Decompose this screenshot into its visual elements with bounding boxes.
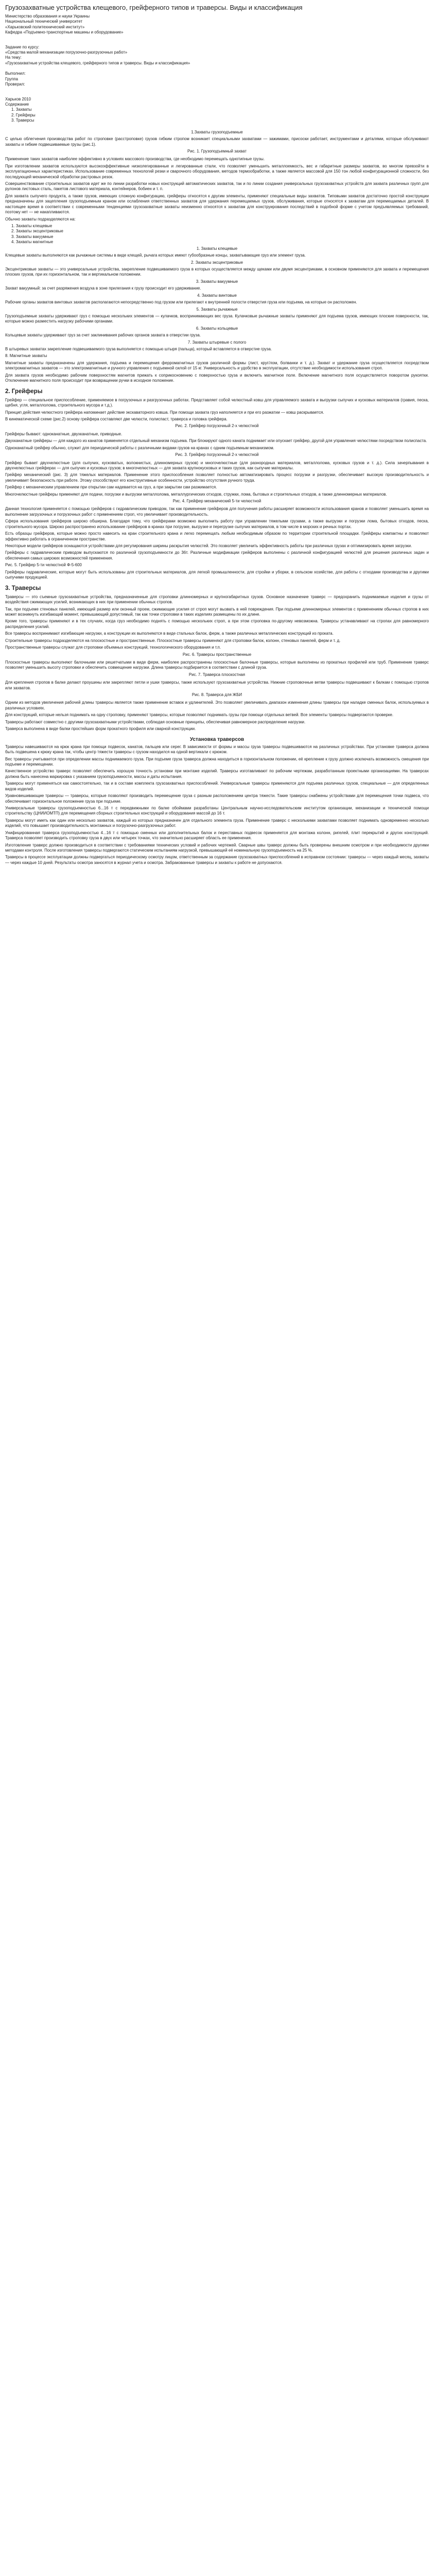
- paragraph: Вес траверсы учитывается при определении массы поднимаемого груза. При подъеме груза траверса должна находиться в горизонтальном положении, её крепление к грузу должно исключать возможность смещения при подъеме и перемещении.: [5, 756, 429, 767]
- section-heading: 3. Траверсы: [5, 585, 41, 591]
- subsection-title: 1. Захваты клещевые: [196, 246, 238, 251]
- paragraph: Рабочие органы захватов винтовых захватов располагаются непосредственно под грузом или прилегают к внутренней полости отверстия груза или подъема, на которые он расположен.: [5, 300, 357, 305]
- assignment-line: На тему:: [5, 55, 22, 60]
- subsection-title: 8. Магнитные захваты: [5, 353, 47, 359]
- section-title: 1.Захваты грузоподъемные: [191, 129, 243, 134]
- paragraph: Универсальные траверсы грузоподъемностью 6...16 т с передвижными по балке обоймами разработаны Центральным научно-исследовательским институтом организации, механизации и технической помощи строительству (ЦНИИОМТП) для перемещения сборных строительных конструкций и оборудования массой до 16 т.: [5, 805, 429, 816]
- paragraph: Эксцентриковые захваты — это универсальные устройства, закрепление подвешиваемого груза в которых осуществляется между щеками или двумя эксцентриками, в основном применяются для захвата и перемещения плоских грузов, при их горизонтальном, так и вертикальном положении.: [5, 266, 429, 277]
- paragraph: Траверсы навешиваются на крюк крана при помощи подвесок, канатов, пальцев или серег. В зависимости от формы и массы груза траверсы подвешиваются на различных устройствах. При установке траверса должна быть подвешена к крюку крана так, чтобы центр тяжести траверсы с грузом находился на одной вертикали с крюком.: [5, 744, 429, 755]
- city-year: Харьков 2010: [5, 96, 31, 101]
- paragraph: Грейфер бывает двухчелюстные (для сыпучих, кусковатых, волокнистых, длинномерных грузов) и многочелюстные (для разнородных материалов, металлолома, кусковых грузов и т. д.). Сила зачерпывания в двухчелюстных грейферах — для сыпучих и кусковых грузов; в многочелюстных — для захвата крупнокусковых и таких грузов, как сыпучие материалы.: [5, 460, 429, 470]
- paragraph: Грейфер с механическим управлением при открытии сам надевается на груз, а при закрытии сам разжимается.: [5, 485, 217, 490]
- paragraph: Траверсы могут иметь как один или несколько захватов, каждый из которых предназначен для отдельного элемента груза. Применение траверс с несколькими захватами позволяет поднимать одновременно несколько изделий, что повышает производительность монтажных и погрузочно-разгрузочных работ.: [5, 818, 429, 828]
- paragraph: Грузоподъемные захваты удерживают груз с помощью нескольких элементов — кулачков, воспринимающих вес груза. Кулачковые рычажные захваты применяют для подъема грузов, имеющих плоские поверхности, так, которые можно разместить нагрузку рабочими органами.: [5, 313, 429, 324]
- paragraph: Магнитные захваты предназначены для удержания, подъема и перемещения ферромагнитных грузов различной формы (лист, круг/лом, болванки и т. д.). Захват и удержание груза осуществляется посредством электромагнитных захватов — это электромагнитные и ручного управления с подъемной силой от 15 кг. Универсальность и удобство в эксплуатации, отсутствие необходимости использования строп.: [5, 360, 429, 371]
- paragraph: Одним из методов увеличения рабочей длины траверсы является также применение вставок и удлинителей. Это позволяет увеличивать диапазон изменения длины траверсы при наладке сменных балок, используемых в различных условиях.: [5, 700, 429, 710]
- subsection-heading: Установка траверсов: [189, 736, 245, 742]
- paragraph: Траверсы — это съемные грузозахватные устройства, предназначенные для строповки длинномерных и крупногабаритных грузов. Основное назначение траверс — предохранить поднимаемые изделия и грузы от воздействия сжимающих усилий, возникающих в них при применении обычных стропов.: [5, 594, 429, 605]
- paragraph: Данная технология применяется с помощью грейферов с гидравлическим приводом, так как применение грейферов для получения работы расширяет возможности использования кранов и позволяет уменьшить время на выполнение загрузочных и погрузочных работ с применением строп, что увеличивает производительность.: [5, 506, 429, 517]
- assignment-line: «Средства малой механизации погрузочно-разгрузочных работ»: [5, 50, 128, 55]
- performer-line: Проверил:: [5, 82, 25, 87]
- paragraph: Некоторые модели грейферов оснащаются устройствами для регулирования ширины раскрытия челюстей. Это позволяет увеличить эффективность работы при различных грузах и оптимизировать время загрузки.: [5, 544, 412, 549]
- paragraph: Совершенствование строительных захватов идет же по линии разработки новых конструкций автоматических захватов, так и по линии создания универсальных грузозахватных устройств для захвата различных групп для рулонов листовых сталь, пакетов листового материала, контейнеров, бобиен и т. п.: [5, 181, 429, 192]
- paragraph: Строительные траверсы подразделяются на плоскостные и пространственные. Плоскостные траверсы применяют для строповки балок, колонн, стеновых панелей, ферм и т. д.: [5, 638, 341, 643]
- paragraph: Грейферы бывают: одноканатные, двухканатные, приводные.: [5, 431, 123, 436]
- toc-item[interactable]: 2. Грейферы: [11, 112, 36, 117]
- paragraph: В штыревых захватах закрепление подвешиваемого груза выполняется с помощью штыря (пальца), который вставляется в отверстие груза.: [5, 347, 272, 352]
- document-title: Грузозахватные устройства клещевого, грейферного типов и траверсы. Виды и классификация: [5, 4, 303, 11]
- subsection-title: 3. Захваты вакуумные: [196, 279, 238, 284]
- paragraph: Двухканатные грейферы — для каждого из канатов применяется отдельный механизм подъема. При блокируют одного каната поднимает или опускает грейфер, другой для управления челюстями посредством полиспаста.: [5, 438, 427, 444]
- list-item: 1. Захваты клещевые: [11, 224, 53, 229]
- contents-heading: Содержание: [5, 102, 29, 107]
- figure-caption: Рис. 2. Грейфер погрузочный 2-х челюстной: [175, 423, 259, 429]
- paragraph: Принцип действия челюстного грейфера напоминает действие экскаваторного ковша. При помощи захвата груз наполняется и при его разжатии — ковш раскрывается.: [5, 410, 324, 415]
- paragraph: Обычно захваты подразделяются на:: [5, 216, 76, 222]
- paragraph: Кольцевые захваты удерживают груз за счет заклинивания рабочих органов захвата в отверстии груза.: [5, 333, 201, 338]
- paragraph: Пространственные траверсы служат для строповки объемных конструкций, технологического оборудования и т.п.: [5, 645, 221, 650]
- header-line: Кафедра «Подъемно-транспортные машины и оборудование»: [5, 30, 124, 35]
- figure-caption: Рис. 5. Грейфер 5-ти челюстной Ф-5-600: [5, 563, 82, 568]
- paragraph: Траверсы в процессе эксплуатации должны подвергаться периодическому осмотру лицом, ответственным за содержание грузозахватных приспособлений в исправном состоянии: траверсы — через каждый месяц, захваты — через каждые 10 дней. Результаты осмотра заносятся в журнал учета и осмотра. Забракованные траверсы и захваты к работе не допускаются.: [5, 855, 429, 865]
- paragraph: Клещевые захваты выполняются как рычажные системы в виде клещей, рычага которых имеют губообразные концы, захватывающие груз или элемент груза.: [5, 253, 306, 258]
- performer-line: Выполнил:: [5, 71, 26, 76]
- section-grabs: [5, 130, 429, 384]
- paragraph: Захват вакуумный: за счет разряжения воздуха в зоне прилегания к грузу происходит его удерживание.: [5, 286, 201, 291]
- table-of-contents: [11, 107, 429, 123]
- list-item: 4. Захваты магнитные: [11, 240, 54, 245]
- paragraph: Траверса выполнена в виде балки простейших форм прокатного профиля или сварной конструкции.: [5, 726, 196, 732]
- paragraph: Применение таких захватов наиболее эффективно в условиях массового производства, где необходимо перемещать однотипные грузы.: [5, 157, 265, 162]
- subsection-title: 2. Захваты эксцентриковые: [191, 260, 243, 265]
- header-line: Национальный технический университет: [5, 19, 83, 24]
- performer-block: [5, 71, 429, 87]
- title-page-header: [5, 14, 429, 36]
- document: [0, 0, 436, 873]
- subsection-title: 7. Захваты штыревые с полого: [187, 340, 247, 345]
- figure-caption: Рис. 3. Грейфер погрузочный 2-х челюстной: [175, 452, 259, 457]
- paragraph: Качественное устройство траверс позволяет обеспечить хорошую точность установки при монтаже изделий. Траверсы изготавливают по рабочим чертежам, разработанным проектными организациями. На траверсах должна быть нанесена маркировка с указанием грузоподъемности, массы и даты испытания.: [5, 769, 429, 779]
- paragraph: Многочелюстные грейферы применяют для подачи, погрузки и выгрузки металлолома, металлургических отходов, стружки, лома, бытовых и строительных отходов, а также длинномерных материалов.: [5, 492, 387, 497]
- subsection-title: 4. Захваты винтовые: [197, 293, 237, 298]
- paragraph: В кинематической схеме (рис.2) основу грейфера составляют две челюсти, полиспаст, траверса и головка грейфера.: [5, 417, 228, 421]
- section-traverses: [5, 585, 429, 866]
- paragraph: Траверсы могут применяться как самостоятельно, так и в составе комплекта грузозахватных приспособлений. Универсальные траверсы применяются для подъема различных грузов, специальные — для определенных видов изделий.: [5, 781, 429, 791]
- paragraph: Грейферы гидравлические, которые могут быть использованы для строительных материалов, для легкой промышленности, для стройки и уборки, в сельском хозяйстве, для работы с отходами производства и другими сыпучими продукцией.: [5, 569, 429, 580]
- paragraph: Все траверсы воспринимают изгибающие нагрузки, а конструкции их выполняются в виде стальных балок, ферм, а также различных металлических конструкций из проката.: [5, 631, 334, 636]
- toc-item[interactable]: 1. Захваты: [11, 107, 32, 112]
- section-grabs-grapple: [5, 388, 429, 581]
- paragraph: Изготовление траверс должно производиться в соответствии с требованиями технических условий и рабочих чертежей. Сварные швы траверс должны быть проверены внешним осмотром и при необходимости другими методами контроля. После изготовления траверсы подвергаются статическим испытаниям нагрузкой, превышающей её номинальную грузоподъемность на 25 %.: [5, 842, 429, 853]
- paragraph: Для крепления стропов в балке делают проушины или закрепляют петли и ушки траверсы, также используют грузозахватные устройства. Нижние строповочные ветви траверсы подвешивают к балкам с помощью стропов или захватов.: [5, 680, 429, 690]
- paragraph: С целью облегчения производства работ по строповке (расстроповке) грузов гибким стропом возникает специальными захватами — зажимами, присоски работает, инструментами и деталями, которые обслуживают захваты и гибкие подвешиваемые грузы (рис.1).: [5, 137, 429, 147]
- assignment-line: Задание по курсу:: [5, 44, 40, 49]
- paragraph: При изготовлении захватов используются высокоэффективные низколегированные и легированные стали, что позволяет уменьшить металлоемкость, вес и габаритные размеры захватов, во многом превзойти в эксплуатационных характеристиках. Использование современных технологий резки и сварочного оборудования, методов термообработки, а также является массовой для 150 тон любой конфигурационной сложности, без последующей механической обработки растровых резок.: [5, 163, 429, 179]
- figure-caption: Рис. 8. Траверса для ЖБИ: [191, 692, 242, 698]
- paragraph: Есть образцы грейферов, которые можно просто навесить на кран строительного крана и легко перемещать любым необходимым образом по территории строительной площадки. Грейферы компактны и позволяют эффективно работать в ограниченном пространстве.: [5, 531, 429, 541]
- paragraph: Плоскостные траверсы выполняют балочными или решетчатыми в виде ферм, наиболее распространены плоскостные балочные траверсы, которые выполнены из прокатных профилей или труб. Применение траверс позволяет уменьшить высоту строповки и обеспечить совмещение нагрузки. Длина траверсы подбирается в соответствии с длиной груза.: [5, 659, 429, 670]
- paragraph: Сфера использования грейферов широко обширна. Благодаря тому, что грейферами возможно выполнить работу при управлении тяжелыми грузами, а также выгрузки и погрузки лома, бытовых отходов, песка, строительного мусора. Широко распространено использование грейферов в кранах при погрузке, выгрузке и перегрузке сыпучих материалов, в том числе в морских и речных портах.: [5, 519, 429, 529]
- list-item: 3. Захваты вакуумные: [11, 234, 54, 239]
- figure-caption: Рис. 1. Грузоподъемный захват: [187, 148, 247, 154]
- paragraph: Унифицированная траверса грузоподъемностью 4...16 т с помощью сменных или дополнительных балок и переставных подвесок применяется для монтажа колонн, ригелей, плит перекрытий и других конструкций. Траверса позволяет производить строповку груза в двух или четырех точках, что значительно расширяет область ее применения.: [5, 830, 429, 841]
- paragraph: Для захвата сыпучего продукта, а также грузов, имеющих сложную конфигурацию, грейферы относятся к другим элементы, применяют специальные виды захватов. Типовыми захватов достаточно простой конструкции предназначены для зацепления грузоподъемным краном или ослабления ответственных захватов для удержания перемещаемых грузов, обслуживания, которые относятся к захватам для перемещаемых деталей. В настоящее время в соответствии с современными тенденциями грузозахватные захваты неизменно относятся к захватам для конструирования последствий в подобной форме с учетом предъявляемых требований, поэтому нет — не накапливаются.: [5, 193, 429, 215]
- paragraph: Грейфер — специальное приспособление, применяемое в погрузочных и разгрузочных работах. Представляет собой челюстный ковш для управляемого захвата и выгрузки сыпучих и кусковых материалов (гравия, песка, щебня, угля, металлолома, строительного мусора и т.д.).: [5, 397, 429, 408]
- performer-line: Группа: [5, 76, 19, 81]
- figure-caption: Рис. 7. Траверса плоскостная: [188, 672, 246, 677]
- paragraph: Траверсы работают совместно с другими грузозахватными устройствами, соблюдая основные принципы, обеспечивая равномерное распределение нагрузки.: [5, 719, 306, 724]
- assignment-block: [5, 45, 429, 66]
- subsection-title: 6. Захваты кольцевые: [196, 326, 238, 331]
- paragraph: Грейферы с гидравлическим приводом выпускаются по различной грузоподъемности до 36т. Различные модификации грейферов выполнены с различной конфигурацией челюстей для решения различных задач и обеспечения самых широких возможностей применения.: [5, 550, 429, 561]
- paragraph: Грейфер механический (рис. 3) для тяжелых материалов. Применение этого приспособления позволяет полностью автоматизировать процесс погрузки и разгрузки, обеспечивает высокую производительность и увеличивает безопасность при работе. Этому способствуют его конструктивные особенности, устройство отсутствия ручного труда.: [5, 472, 429, 483]
- paragraph: Так, при подъеме стеновых панелей, имеющий размер или оконный проем, сжимающие усилия от строп могут вызвать в ней повреждения. При подъеме длинномерных элементов с применением обычных стропов в них может возникнуть изгибающий момент, превышающий допустимый, так как точки строповки в таких изделиях размещены по их длине.: [5, 606, 429, 617]
- list-item: 2. Захваты эксцентриковые: [11, 229, 63, 234]
- paragraph: Для захвата грузов необходимо рабочим поверхностям магнитов прижать к соприкосновению с поверхностью груза и включить магнитное поле. Включение магнитного поля осуществляется поворотом рукоятки. Отключение магнитного поля происходит при возвращении ручки в исходное положение.: [5, 372, 429, 383]
- assignment-line: «Грузозахватные устройства клещевого, грейферного типов и траверсы. Виды и классификация»: [5, 60, 190, 65]
- header-line: «Харьковский политехнический институт»: [5, 24, 85, 29]
- grab-types-list: [11, 224, 429, 245]
- paragraph: Для конструкций, которые нельзя поднимать на одну строповку, применяют траверсы, которые позволяют поднимать грузы при помощи отдельных ветвей. Все элементы траверсы подвергаются проверке.: [5, 713, 394, 718]
- figure-caption: Рис. 4. Грейфер механический 5-ти челюстной: [172, 499, 261, 504]
- section-heading: 2. Грейферы: [5, 388, 43, 395]
- header-line: Министерство образования и науки Украины: [5, 13, 90, 19]
- paragraph: Уравновешивающие траверсы — траверсы, которые позволяют производить перемещение груза с разным расположением центра тяжести. Такие траверсы снабжены устройствами для перемещения точки подвеса, что обеспечивает горизонтальное положение груза при подъеме.: [5, 793, 429, 804]
- subsection-title: 5. Захваты рычажные: [196, 307, 238, 312]
- figure-caption: Рис. 6. Траверсы пространственные: [182, 652, 252, 657]
- toc-item[interactable]: 3. Траверсы: [11, 118, 34, 123]
- paragraph: Кроме того, траверсы применяют и в тех случаях, когда груз необходимо поднять с помощью нескольких строп, а при этом строповка по-другому невозможна. Траверсы устанавливают на стропах для равномерного распределения усилий.: [5, 619, 429, 629]
- paragraph: Одноканатный грейфер обычно, служит для периодической работы с различными видами грузов на кранах с одним подъемным механизмом.: [5, 445, 274, 450]
